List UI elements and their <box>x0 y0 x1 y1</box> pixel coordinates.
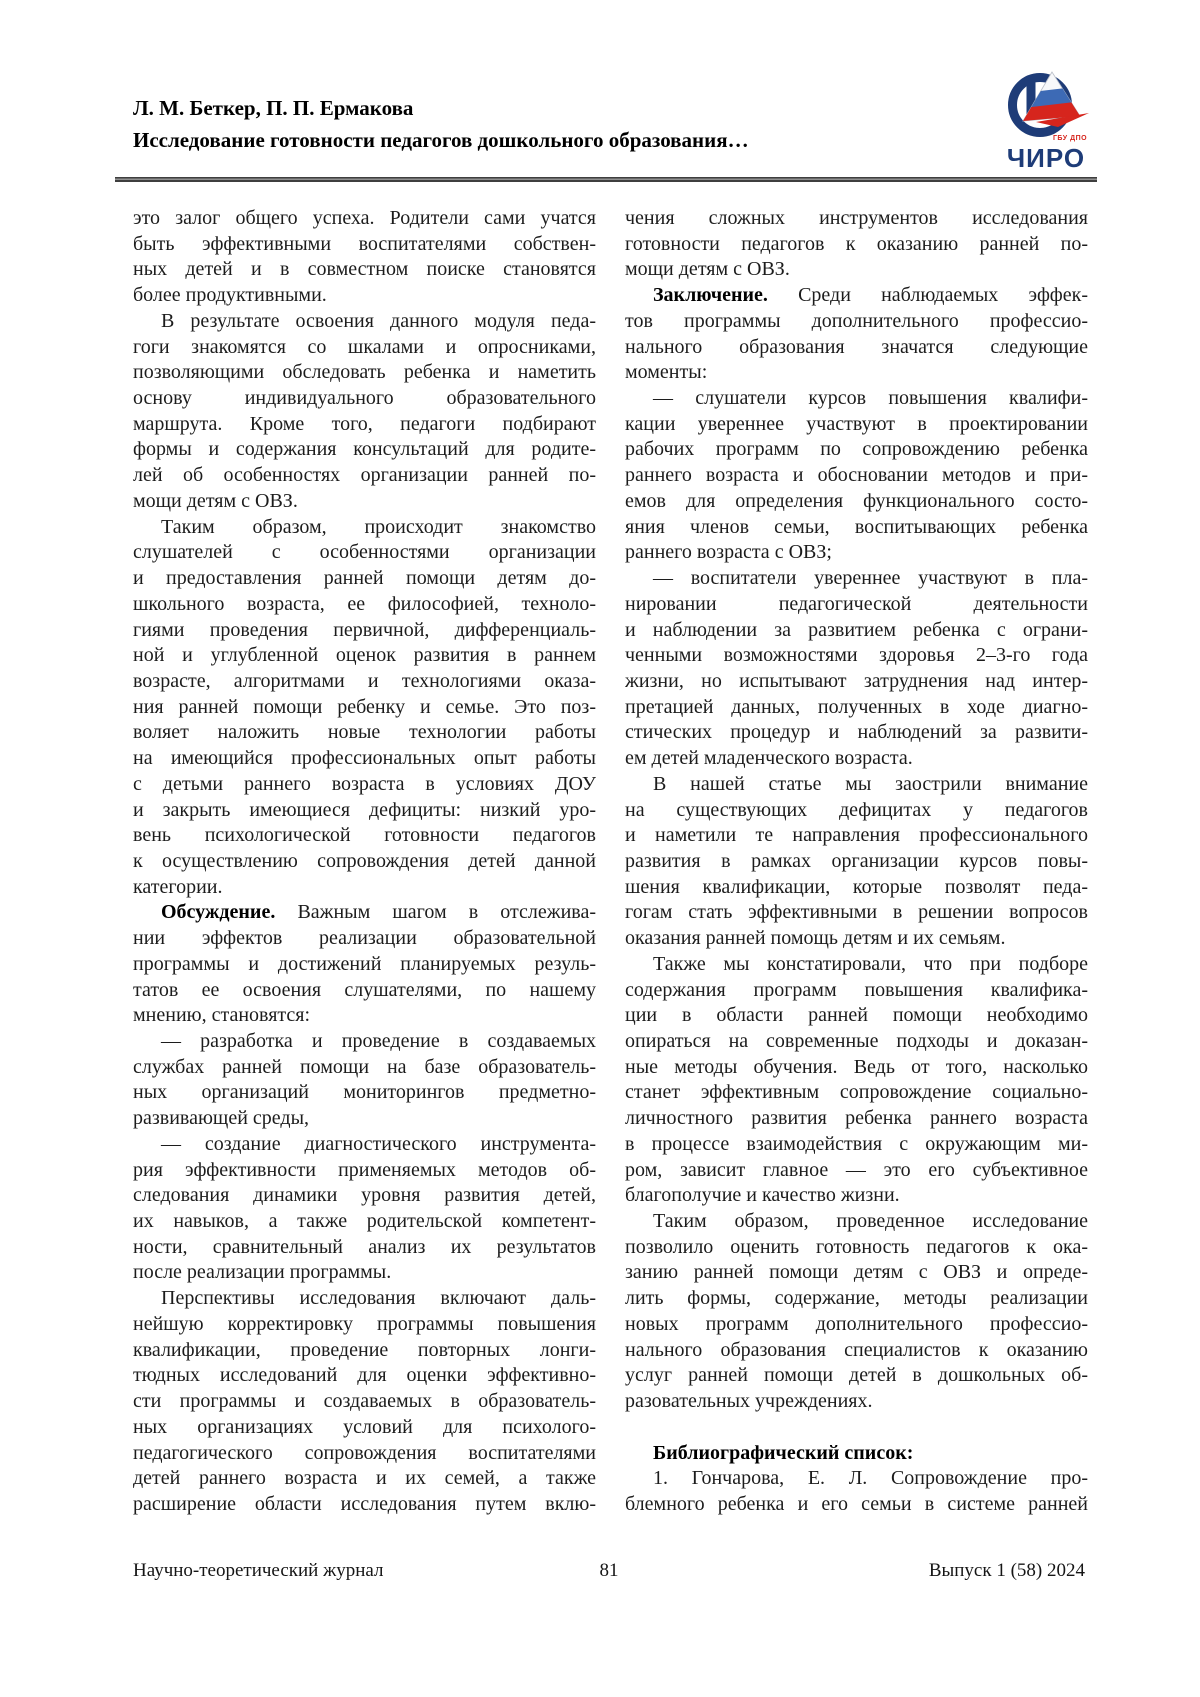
text-line: Библиографический список: <box>653 1441 914 1464</box>
text-line: педагогического сопровождения воспитателями <box>133 1441 596 1464</box>
text-line: на существующих дефицитах у педагогов <box>625 798 1088 821</box>
text-line: раннего возраста с ОВЗ; <box>625 541 832 564</box>
text-line: квалификации, проведение повторных лонги- <box>133 1338 596 1361</box>
text-line: шения квалификации, которые позволят педа- <box>625 875 1088 898</box>
logo-acronym: ЧИРО <box>1006 143 1086 173</box>
text-line: Таким образом, проведенное исследование <box>653 1210 1088 1233</box>
text-line: службах ранней помощи на базе образователь- <box>133 1055 596 1078</box>
text-line: емов для определения функционального состо- <box>625 489 1088 512</box>
text-line: формы и содержания консультаций для родите- <box>133 438 596 461</box>
text-line: воляет наложить новые технологии работы <box>133 721 596 744</box>
text-line: рия эффективности применяемых методов об- <box>133 1158 596 1181</box>
text-line: нального образования значатся следующие <box>625 335 1088 358</box>
text-line: 1. Гончарова, Е. Л. Сопровождение про- <box>653 1467 1088 1490</box>
footer-page-number: 81 <box>599 1560 619 1581</box>
text-line: сти программы и создаваемых в образователь- <box>133 1390 596 1413</box>
text-line: Перспективы исследования включают даль- <box>161 1287 596 1310</box>
text-line: ции в области ранней помощи необходимо <box>625 1004 1088 1027</box>
text-line: Заключение. Среди наблюдаемых эффек- <box>653 284 1088 307</box>
text-line: — создание диагностического инструмента- <box>161 1132 596 1155</box>
text-line: чения сложных инструментов исследования <box>625 207 1088 229</box>
text-line: лить формы, содержание, методы реализации <box>625 1287 1088 1310</box>
text-line: мощи детям с ОВЗ. <box>133 489 298 512</box>
text-line: тюдных исследований для оценки эффективно- <box>133 1364 596 1387</box>
text-line: расширение области исследования путем вклю- <box>133 1492 596 1515</box>
text-line: — воспитатели увереннее участвуют в пла- <box>653 567 1088 590</box>
text-line: возрасте, алгоритмами и технологиями оказа- <box>133 669 596 692</box>
text-line: ных организациях условий для психолого- <box>133 1415 596 1438</box>
text-line <box>625 1415 1088 1441</box>
text-line: и закрыть имеющиеся дефициты: низкий уро- <box>133 798 596 821</box>
text-line: благополучие и качество жизни. <box>625 1184 900 1207</box>
text-line: ром, зависит главное — это его субъективное <box>625 1158 1088 1181</box>
text-line: гогам стать эффективными в решении вопросов <box>625 901 1088 924</box>
text-line: готовности педагогов к оказанию ранней по- <box>625 232 1088 255</box>
text-line: яния членов семьи, воспитывающих ребенка <box>625 515 1088 538</box>
header-divider <box>115 177 1097 182</box>
text-line: тов программы дополнительного профессио- <box>625 309 1088 332</box>
text-line: — слушатели курсов повышения квалифи- <box>653 387 1088 410</box>
text-line: Таким образом, происходит знакомство <box>161 515 596 538</box>
text-line: развития в рамках организации курсов повы- <box>625 849 1088 872</box>
text-line: позволило оценить готовность педагогов к ока- <box>625 1235 1088 1258</box>
text-line: моменты: <box>625 361 708 384</box>
text-line: раннего возраста и обосновании методов и при- <box>625 464 1088 487</box>
article-column-left <box>133 206 596 1518</box>
text-line: вень психологической готовности педагогов <box>133 824 596 847</box>
text-line: ных организаций мониторингов предметно- <box>133 1081 596 1104</box>
text-line: претацией данных, полученных в ходе диагно- <box>625 695 1088 718</box>
chiro-logo-icon <box>1000 64 1096 142</box>
text-line: ных детей и в совместном поиске становятся <box>133 258 596 281</box>
text-line: и наметили те направления профессионального <box>625 824 1088 847</box>
header-authors: Л. М. Беткер, П. П. Ермакова <box>133 96 414 120</box>
text-line: развивающей среды, <box>133 1107 310 1130</box>
footer-issue-label: Выпуск 1 (58) 2024 <box>928 1560 1085 1581</box>
text-line: услуг ранней помощи детей в дошкольных об- <box>625 1364 1088 1387</box>
text-line: станет эффективным сопровождение социально- <box>625 1081 1088 1104</box>
text-line: оказания ранней помощь детям и их семьям. <box>625 927 1006 950</box>
text-line: с детьми раннего возраста в условиях ДОУ <box>133 772 596 795</box>
text-line: и наблюдении за развитием ребенка с ограни- <box>625 618 1088 641</box>
footer-journal-label: Научно-теоретический журнал <box>133 1560 384 1581</box>
header-article-title: Исследование готовности педагогов дошкольного образования… <box>133 128 749 152</box>
text-line: их навыков, а также родительской компетент- <box>133 1210 596 1233</box>
text-line: ченными возможностями здоровья 2–3-го года <box>625 644 1088 667</box>
page-footer <box>133 1559 1085 1583</box>
text-line: опираться на современные подходы и доказан- <box>625 1030 1088 1052</box>
page-header <box>133 92 963 156</box>
text-line: разовательных учреждениях. <box>625 1390 873 1413</box>
text-line: это залог общего успеха. Родители сами учатся <box>133 207 596 229</box>
text-line: категории. <box>133 875 223 898</box>
text-line: программы и достижений планируемых резуль- <box>133 952 596 975</box>
text-line: нейшую корректировку программы повышения <box>133 1312 596 1335</box>
text-line: Также мы констатировали, что при подборе <box>653 952 1088 975</box>
text-line: гоги знакомятся со шкалами и опросниками, <box>133 335 596 358</box>
text-line: ности, сравнительный анализ их результатов <box>133 1235 596 1258</box>
text-line: слушателей с особенностями организации <box>133 541 596 564</box>
text-line: после реализации программы. <box>133 1261 392 1284</box>
text-line: ния ранней помощи ребенку и семье. Это поз- <box>133 695 596 718</box>
text-line: более продуктивными. <box>133 284 327 307</box>
article-body <box>133 206 1088 1518</box>
text-line: ные методы обучения. Ведь от того, насколько <box>625 1055 1088 1078</box>
text-line: нии эффектов реализации образовательной <box>133 927 596 950</box>
text-line: Обсуждение. Важным шагом в отслежива- <box>161 901 596 924</box>
text-line: следования динамики уровня развития детей, <box>133 1184 596 1207</box>
text-line: школьного возраста, ее философией, техноло- <box>133 592 596 615</box>
text-line: личностного развития ребенка раннего возраста <box>625 1107 1088 1130</box>
text-line: В нашей статье мы заострили внимание <box>653 772 1088 795</box>
text-line: рабочих программ по сопровождению ребенка <box>625 438 1088 461</box>
text-line: в процессе взаимодействия с окружающим ми- <box>625 1132 1088 1155</box>
text-line: быть эффективными воспитателями собствен- <box>133 232 596 255</box>
text-line: основу индивидуального образовательного <box>133 387 596 410</box>
text-line: лей об особенностях организации ранней по- <box>133 464 596 487</box>
logo-small-text: ГБУ ДПО <box>1052 135 1088 142</box>
text-line: нального образования специалистов к оказанию <box>625 1338 1088 1361</box>
text-line: ем детей младенческого возраста. <box>625 747 913 770</box>
text-line: содержания программ повышения квалифика- <box>625 978 1088 1001</box>
text-line: мнению, становятся: <box>133 1004 311 1027</box>
text-line: ной и углубленной оценок развития в раннем <box>133 644 596 667</box>
text-line: кации увереннее участвуют в проектировании <box>625 412 1088 435</box>
text-line: маршрута. Кроме того, педагоги подбирают <box>133 412 596 435</box>
text-line: новых программ дополнительного профессио- <box>625 1312 1088 1335</box>
text-line: на имеющийся профессиональных опыт работы <box>133 747 596 770</box>
text-line: — разработка и проведение в создаваемых <box>161 1030 596 1052</box>
text-line: татов ее освоения слушателями, по нашему <box>133 978 596 1001</box>
text-line: стических процедур и наблюдений за развити- <box>625 721 1088 744</box>
article-column-right <box>625 206 1088 1518</box>
text-line: блемного ребенка и его семьи в системе ранней <box>625 1492 1088 1515</box>
text-line: занию ранней помощи детям с ОВЗ и опреде- <box>625 1261 1088 1284</box>
text-line: гиями проведения первичной, дифференциаль- <box>133 618 596 641</box>
text-line: и предоставления ранней помощи детям до- <box>133 567 596 590</box>
text-line: В результате освоения данного модуля педа- <box>161 309 596 332</box>
text-line: к осуществлению сопровождения детей данной <box>133 849 596 872</box>
text-line: детей раннего возраста и их семей, а также <box>133 1467 596 1490</box>
text-line: позволяющими обследовать ребенка и наметить <box>133 361 596 384</box>
text-line: нировании педагогической деятельности <box>625 592 1088 615</box>
text-line: мощи детям с ОВЗ. <box>625 258 790 281</box>
text-line: жизни, но испытывают затруднения над интер- <box>625 669 1088 692</box>
